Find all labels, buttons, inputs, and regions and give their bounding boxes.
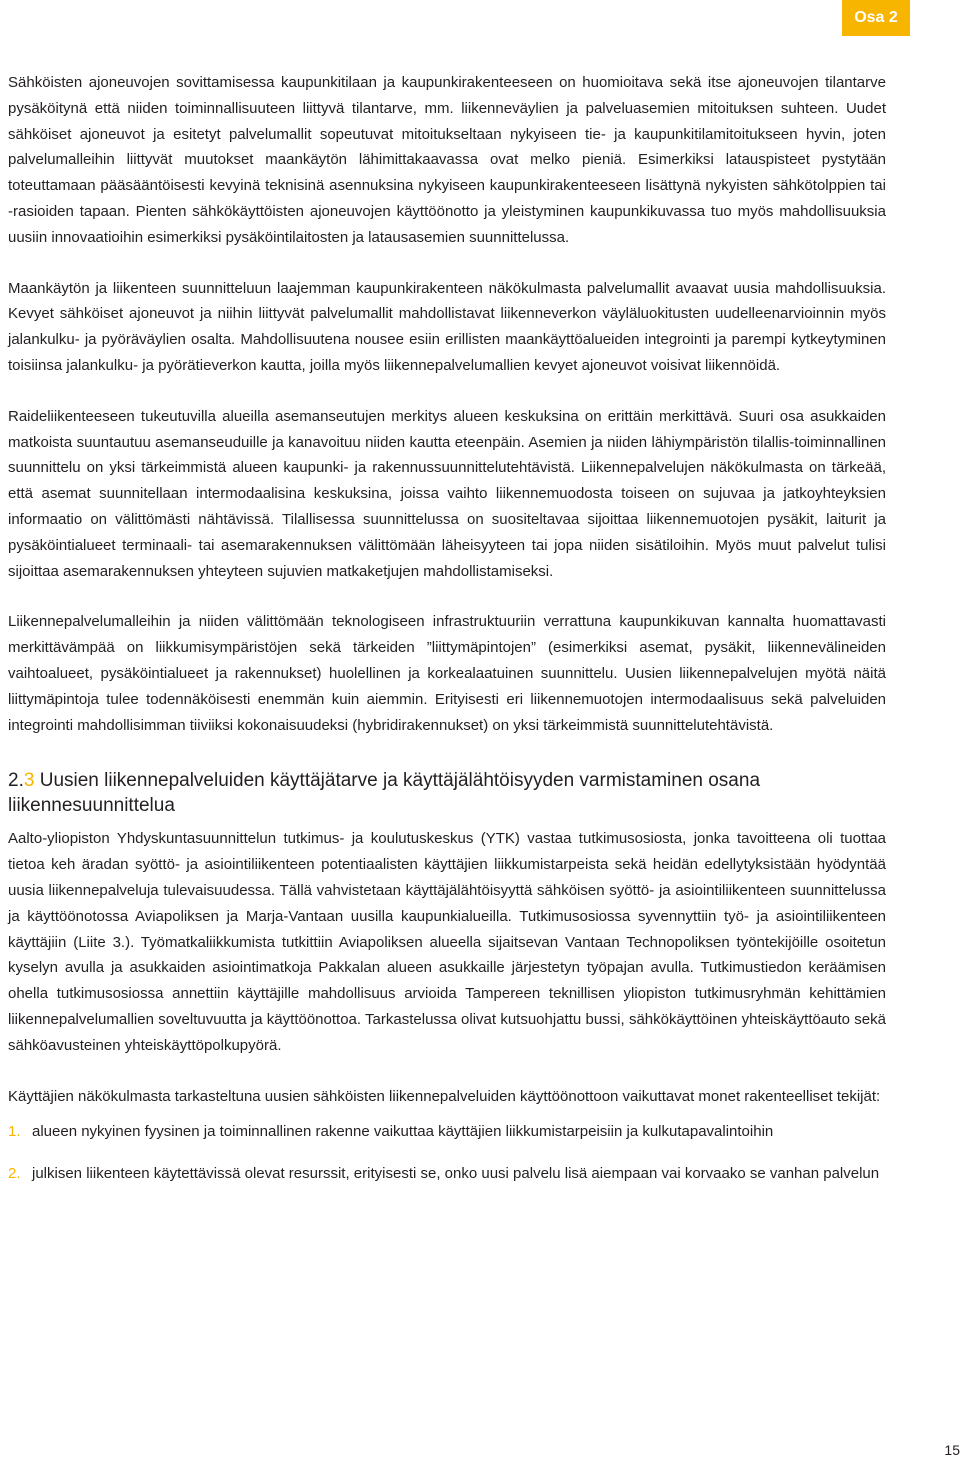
- list-item: [8, 1161, 886, 1187]
- list-marker: 2.: [8, 1165, 21, 1183]
- list-marker: 1.: [8, 1123, 21, 1141]
- section-number-suffix: 3: [23, 770, 35, 792]
- body-paragraph-2: Maankäytön ja liikenteen suunnitteluun laajemman kaupunkirakenteen näkökulmasta palvelumallit avaavat uusia mahdollisuuksia. Kevyet sähköiset ajoneuvot ja niihin liittyvät palvelumallit mahdollistavat liikenneverkon väyläluokitusten uudelleenarvioinnin myös jalankulku- ja pyöräväylien osalta. Mahdollisuutena nousee esiin erillisten maankäyttöalueiden integrointi ja parempi kytkeytyminen toisiinsa jalankulku- ja pyörätieverkon kautta, joilla myös liikennepalvelumallien kevyet ajoneuvot voisivat liikennöidä.: [8, 279, 886, 374]
- section-number-prefix: 2.: [8, 770, 24, 792]
- body-paragraph-4: Liikennepalvelumalleihin ja niiden välittömään teknologiseen infrastruktuuriin verrattuna kaupunkikuvan kannalta huomattavasti merkittävämpää on liikkumisympäristöjen sekä tärkeiden ”liittymäpintojen” (esimerkiksi asemat, pysäkit, liikennevälineiden vaihtoalueet, pysäköintialueet ja rakennukset) huolellinen ja korkealaatuinen suunnittelu. Uusien liikennepalvelujen myötä näitä liittymäpintoja tulee todennäköisesti enemmän kuin aiemmin. Erityisesti eri liikennemuotojen intermodaalisuus sekä palveluiden integrointi mahdollisimman tiiviiksi kokonaisuudeksi (hybridirakennukset) on yksi tärkeimmistä suunnittelutehtävistä.: [8, 613, 886, 734]
- section-badge: Osa 2: [842, 0, 910, 36]
- body-paragraph-1: Sähköisten ajoneuvojen sovittamisessa kaupunkitilaan ja kaupunkirakenteeseen on huomioitava sekä itse ajoneuvojen tilantarve pysäköitynä että niiden toiminnallisuuteen liittyvä tilantarve, mm. liikenneväylien ja palveluasemien mitoituksen suhteen. Uudet sähköiset ajoneuvot ja esitetyt palvelumallit sopeutuvat mitoitukseltaan nykyiseen tie- ja kaupunkitilamitoitukseen hyvin, joten palvelumalleihin liittyvät muutokset maankäytön lähimittakaavassa ovat melko pieniä. Esimerkiksi latauspisteet pystytään toteuttamaan pääsääntöisesti kevyinä teknisinä asennuksina nykyiseen kaupunkirakenteeseen lisättynä nykyisten sähkötolppien tai -rasioiden tapaan. Pienten sähkökäyttöisten ajoneuvojen käyttöönotto ja yleistyminen kaupunkikuvassa tuo myös mahdollisuuksia uusiin innovaatioihin esimerkiksi pysäköintilaitosten ja latausasemien suunnittelussa.: [8, 74, 886, 246]
- section-paragraph-1: Aalto-yliopiston Yhdyskuntasuunnittelun tutkimus- ja koulutuskeskus (YTK) vastaa tutkimusosiosta, jonka tavoitteena oli tuottaa tietoa keh äradan syöttö- ja asiointiliikenteen potentiaalisten käyttäjien liikkumistarpeista sekä heidän edellytyksistään hyödyntää uusia liikennepalveluja tulevaisuudessa. Tällä vahvistetaan käyttäjälähtöisyyttä sähköisen syöttö- ja asiointiliikenteen suunnittelussa ja käyttöönotossa Aviapoliksen ja Marja-Vantaan uusilla kaupunkialueilla. Tutkimusosiossa syvennyttiin työ- ja asiointiliikenteen käyttäjiin (Liite 3.). Työmatkaliikkumista tutkittiin Aviapoliksen alueella sijaitsevan Vantaan Technopoliksen työntekijöille osoitetun kyselyn avulla ja asukkaiden asiointimatkoja Pakkalan alueen asukkaille järjestetyn työpajan avulla. Tutkimustiedon keräämisen ohella tutkimusosiossa annettiin käyttäjille mahdollisuus arvioida Tampereen teknillisen yliopiston tutkimusryhmän kehittämien liikennepalvelumallien soveltuvuutta ja käyttöönottoa. Tarkastelussa olivat kutsuohjattu bussi, sähkökäyttöinen yhteiskäyttöauto sekä sähköavusteinen yhteiskäyttöpolkupyörä.: [8, 830, 886, 1054]
- list-item: [8, 1119, 886, 1145]
- factor-list: [8, 1119, 886, 1187]
- section-title: Uusien liikennepalveluiden käyttäjätarve ja käyttäjälähtöisyyden varmistaminen osana liikennesuunnittelua: [8, 770, 761, 817]
- list-item-text: alueen nykyinen fyysinen ja toiminnallinen rakenne vaikuttaa käyttäjien liikkumistarpeisiin ja kulkutapavalintoihin: [32, 1123, 774, 1141]
- page-number: 15: [944, 1442, 960, 1458]
- list-item-text: julkisen liikenteen käytettävissä olevat resurssit, erityisesti se, onko uusi palvelu lisä aiempaan vai korvaako se vanhan palvelun: [32, 1165, 880, 1183]
- page-content: [8, 70, 886, 1203]
- section-paragraph-2: Käyttäjien näkökulmasta tarkasteltuna uusien sähköisten liikennepalveluiden käyttöönottoon vaikuttavat monet rakenteelliset tekijät:: [8, 1087, 881, 1105]
- section-heading: [8, 768, 886, 818]
- body-paragraph-3: Raideliikenteeseen tukeutuvilla alueilla asemanseutujen merkitys alueen keskuksina on erittäin merkittävä. Suuri osa asukkaiden matkoista suuntautuu asemanseuduille ja kanavoituu niiden kautta eteenpäin. Asemien ja niiden lähiympäristön tilallis-toiminnallinen suunnittelu on yksi tärkeimmistä alueen kaupunki- ja rakennussuunnittelutehtävistä. Liikennepalvelujen näkökulmasta on tärkeää, että asemat suunnitellaan intermodaalisina keskuksina, joissa vaihto liikennemuodosta toiseen on sujuvaa ja jatkoyhteyksien informaatio on välittömästi nähtävissä. Tilallisessa suunnittelussa on suositeltavaa sijoittaa liikennemuotojen pysäkit, laiturit ja pysäköintialueet terminaali- tai asemarakennuksen välittömään läheisyyteen tai jopa niiden sisätiloihin. Myös muut palvelut tulisi sijoittaa asemarakennuksen yhteyteen sujuvien matkaketjujen mahdollistamiseksi.: [8, 407, 886, 580]
